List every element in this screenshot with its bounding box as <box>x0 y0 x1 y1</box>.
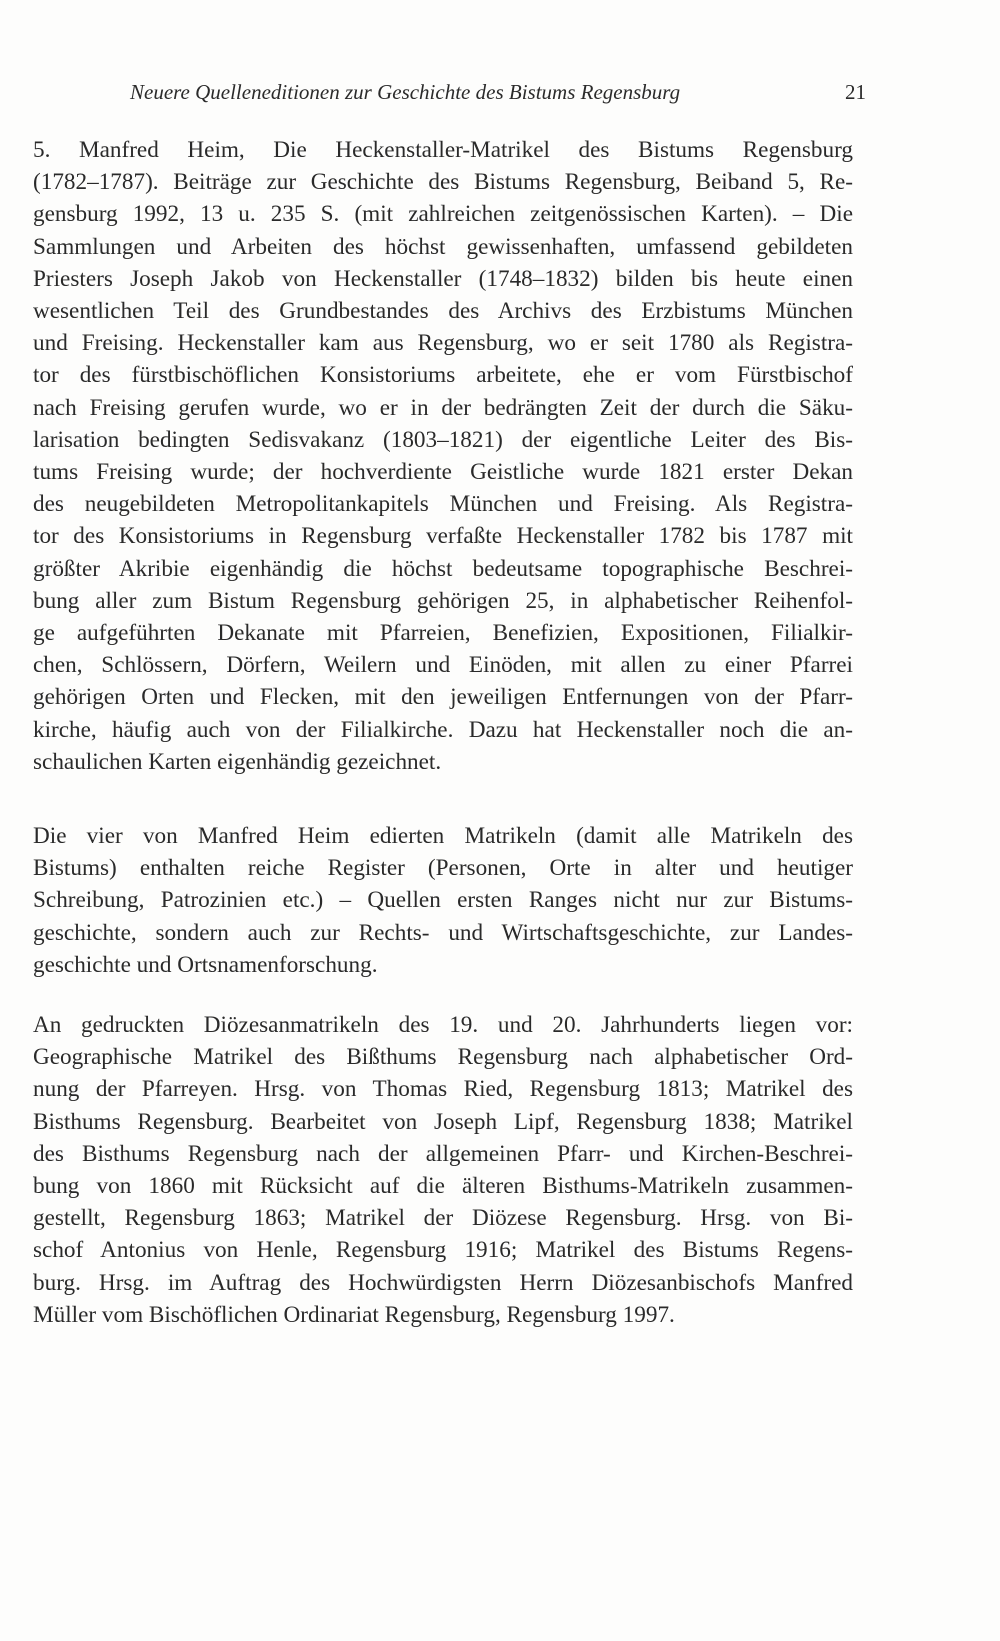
text-line: Schreibung, Patrozinien etc.) – Quellen ersten Ranges nicht nur zur Bistums- <box>33 887 853 914</box>
text-line: tor des fürstbischöflichen Konsistoriums arbeitete, ehe er vom Fürstbischof <box>33 362 853 389</box>
text-line: gehörigen Orten und Flecken, mit den jeweiligen Entfernungen von der Pfarr- <box>33 684 853 711</box>
text-line: tums Freising wurde; der hochverdiente Geistliche wurde 1821 erster Dekan <box>33 459 853 486</box>
text-line: ge aufgeführten Dekanate mit Pfarreien, Benefizien, Expositionen, Filialkir- <box>33 620 853 647</box>
paragraph-heckenstaller-matrikel <box>33 134 853 778</box>
text-line: und Freising. Heckenstaller kam aus Regensburg, wo er seit 1780 als Registra- <box>33 330 853 357</box>
text-line: burg. Hrsg. im Auftrag des Hochwürdigsten Herrn Diözesanbischofs Manfred <box>33 1269 853 1296</box>
running-title: Neuere Quelleneditionen zur Geschichte des Bistums Regensburg <box>130 80 681 104</box>
text-line: Müller vom Bischöflichen Ordinariat Regensburg, Regensburg 1997. <box>33 1301 675 1328</box>
text-line: größter Akribie eigenhändig die höchst bedeutsame topographische Beschrei- <box>33 555 853 582</box>
text-line: geschichte und Ortsnamenforschung. <box>33 951 378 978</box>
text-line: geschichte, sondern auch zur Rechts- und Wirtschaftsgeschichte, zur Landes- <box>33 919 853 946</box>
text-line: tor des Konsistoriums in Regensburg verfaßte Heckenstaller 1782 bis 1787 mit <box>33 523 853 550</box>
text-line: bung von 1860 mit Rücksicht auf die älteren Bisthums-Matrikeln zusammen- <box>33 1173 853 1200</box>
text-line: Bistums) enthalten reiche Register (Personen, Orte in alter und heutiger <box>33 855 853 882</box>
text-line: des neugebildeten Metropolitankapitels München und Freising. Als Registra- <box>33 491 853 518</box>
text-line: Priesters Joseph Jakob von Heckenstaller (1748–1832) bilden bis heute einen <box>33 265 853 292</box>
text-line: Geographische Matrikel des Bißthums Regensburg nach alphabetischer Ord- <box>33 1044 853 1071</box>
text-line: (1782–1787). Beiträge zur Geschichte des Bistums Regensburg, Beiband 5, Re- <box>33 169 853 196</box>
text-line: larisation bedingten Sedisvakanz (1803–1821) der eigentliche Leiter des Bis- <box>33 426 853 453</box>
paragraph-vier-matrikeln <box>33 820 853 981</box>
paragraph-gedruckte-matrikeln <box>33 1009 853 1331</box>
text-line: des Bisthums Regensburg nach der allgemeinen Pfarr- und Kirchen-Beschrei- <box>33 1140 853 1167</box>
text-line: nung der Pfarreyen. Hrsg. von Thomas Ried, Regensburg 1813; Matrikel des <box>33 1076 853 1103</box>
text-line: bung aller zum Bistum Regensburg gehörigen 25, in alphabetischer Reihenfol- <box>33 587 853 614</box>
text-line: Die vier von Manfred Heim edierten Matrikeln (damit alle Matrikeln des <box>33 823 853 849</box>
text-line: gestellt, Regensburg 1863; Matrikel der Diözese Regensburg. Hrsg. von Bi- <box>33 1205 853 1232</box>
text-line: schaulichen Karten eigenhändig gezeichnet. <box>33 748 442 775</box>
text-line: 5. Manfred Heim, Die Heckenstaller-Matrikel des Bistums Regensburg <box>33 137 853 163</box>
text-line: An gedruckten Diözesanmatrikeln des 19. und 20. Jahrhunderts liegen vor: <box>33 1012 853 1038</box>
text-line: chen, Schlössern, Dörfern, Weilern und Einöden, mit allen zu einer Pfarrei <box>33 652 853 679</box>
text-line: kirche, häufig auch von der Filialkirche. Dazu hat Heckenstaller noch die an- <box>33 716 853 743</box>
page-number: 21 <box>845 80 866 104</box>
text-line: gensburg 1992, 13 u. 235 S. (mit zahlreichen zeitgenössischen Karten). – Die <box>33 201 853 228</box>
text-line: nach Freising gerufen wurde, wo er in der bedrängten Zeit der durch die Säku- <box>33 394 853 421</box>
text-line: schof Antonius von Henle, Regensburg 1916; Matrikel des Bistums Regens- <box>33 1237 853 1264</box>
text-line: Sammlungen und Arbeiten des höchst gewissenhaften, umfassend gebildeten <box>33 233 853 260</box>
text-line: Bisthums Regensburg. Bearbeitet von Joseph Lipf, Regensburg 1838; Matrikel <box>33 1108 853 1135</box>
text-line: wesentlichen Teil des Grundbestandes des Archivs des Erzbistums München <box>33 298 853 325</box>
